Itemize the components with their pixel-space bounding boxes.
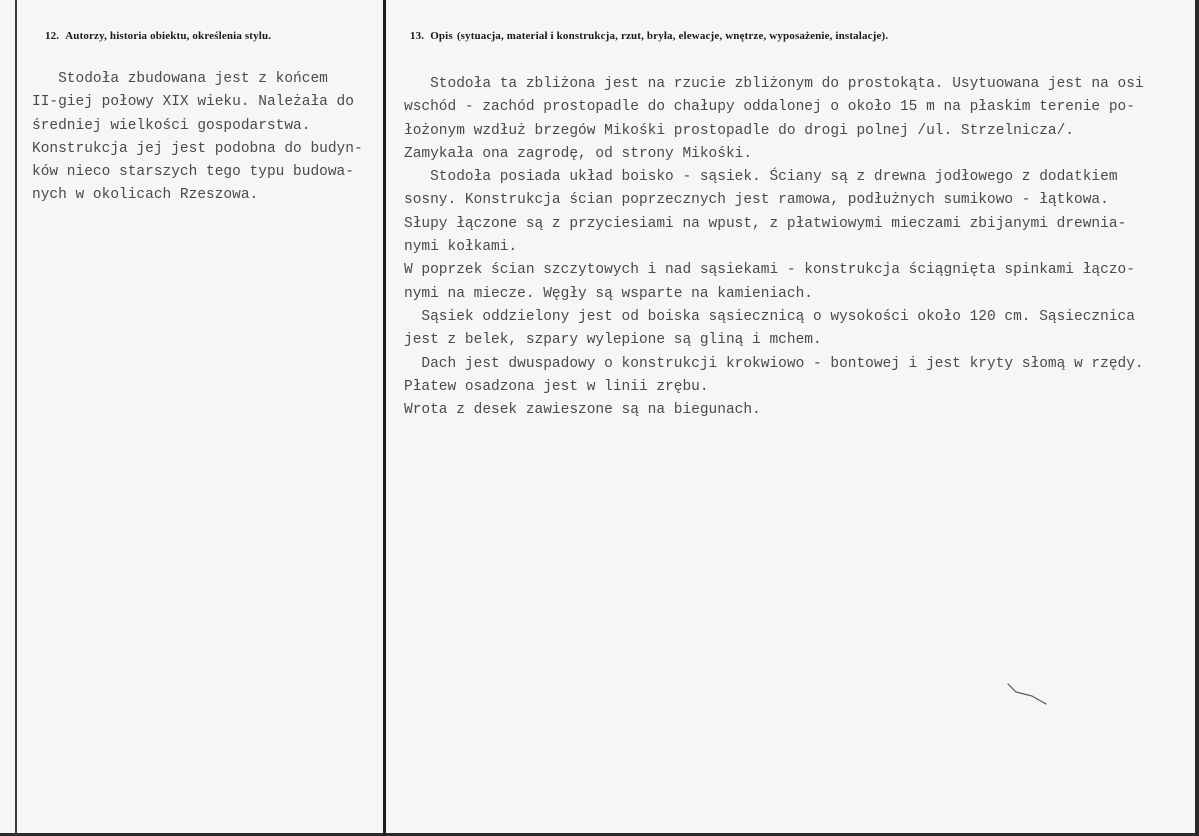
text-line: Stodoła zbudowana jest z końcem [32,71,328,87]
section-13-hint: (sytuacja, materiał i konstrukcja, rzut, bryła, elewacje, wnętrze, wyposażenie, instalacje). [456,30,889,42]
text-line: Konstrukcja jej jest podobna do budyn- [32,140,363,157]
section-12-title: Autorzy, historia obiektu, określenia stylu. [65,30,272,42]
pencil-mark [1002,680,1050,708]
text-line: nych w okolicach Rzeszowa. [32,187,259,204]
text-line: W poprzek ścian szczytowych i nad sąsiekami - konstrukcja ściągnięta spinkami łączo- [404,262,1135,279]
section-12-heading [45,30,271,42]
section-13-title: Opis [430,30,453,42]
section-13-typed-text [404,73,1184,422]
text-line: ków nieco starszych tego typu budowa- [32,164,354,181]
text-line: średniej wielkości gospodarstwa. [32,117,311,134]
text-line: Wrota z desek zawieszone są na biegunach. [404,402,761,419]
text-line: sosny. Konstrukcja ścian poprzecznych jest ramowa, podłużnych sumikowo - łątkowa. [404,192,1109,209]
text-line: łożonym wzdłuż brzegów Mikośki prostopadle do drogi polnej /ul. Strzelnicza/. [404,122,1075,139]
text-line: II-giej połowy XIX wieku. Należała do [32,94,354,111]
text-line: Stodoła ta zbliżona jest na rzucie zbliżonym do prostokąta. Usytuowana jest na osi [404,76,1144,92]
text-line: Dach jest dwuspadowy o konstrukcji krokwiowo - bontowej i jest kryty słomą w rzędy. [404,355,1144,372]
text-line: nymi kołkami. [404,239,518,256]
text-line: jest z belek, szpary wylepione są gliną i mchem. [404,332,822,349]
text-line: wschód - zachód prostopadle do chałupy oddalonej o około 15 m na płaskim terenie po- [404,99,1135,116]
section-12-number: 12. [45,30,60,42]
left-margin-rule [15,0,17,836]
text-line: nymi na miecze. Węgły są wsparte na kamieniach. [404,285,813,302]
text-line: Płatew osadzona jest w linii zrębu. [404,378,709,395]
text-line: Zamykała ona zagrodę, od strony Mikośki. [404,145,753,162]
section-13-heading [410,30,888,42]
section-12-typed-text [32,68,377,208]
section-13-number: 13. [410,30,425,42]
text-line: Słupy łączone są z przyciesiami na wpust, z płatwiowymi mieczami zbijanymi drewnia- [404,215,1127,232]
text-line: Sąsiek oddzielony jest od boiska sąsiecznicą o wysokości około 120 cm. Sąsiecznica [404,308,1135,325]
text-line: Stodoła posiada układ boisko - sąsiek. Ściany są z drewna jodłowego z dodatkiem [404,169,1118,186]
column-divider [383,0,386,836]
